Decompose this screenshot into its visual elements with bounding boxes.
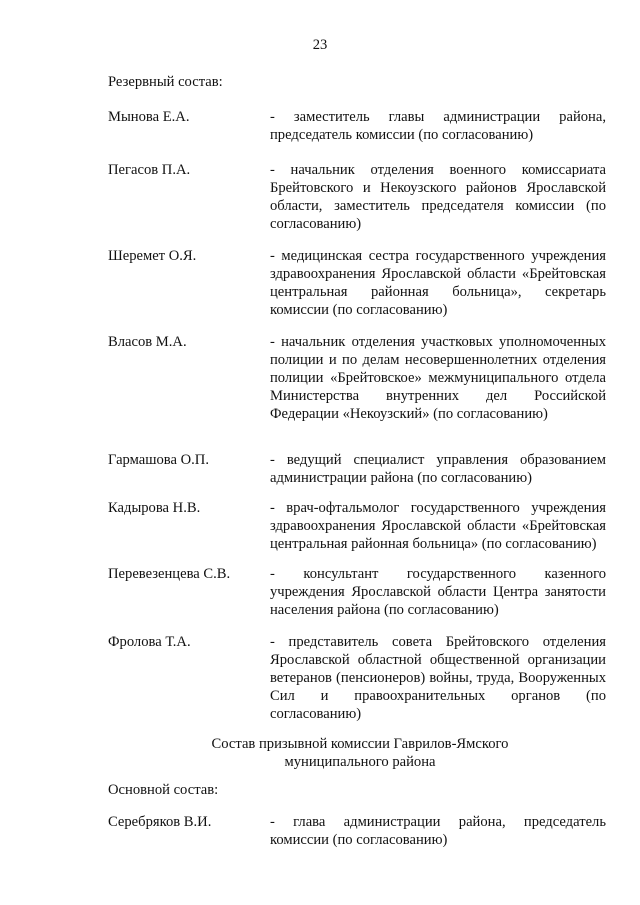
- page-number: 23: [312, 37, 328, 53]
- member-name: Кадырова Н.В.: [108, 500, 201, 516]
- member-name: Мынова Е.А.: [108, 109, 190, 125]
- member-description: - заместитель главы администрации района, председатель комиссии (по согласованию): [270, 109, 606, 143]
- reserve-section-label: Резервный состав:: [108, 74, 223, 90]
- section-heading-line: муниципального района: [284, 754, 436, 770]
- member-description: - врач-офтальмолог государственного учреждения здравоохранения Ярославской области «Брейтовская центральная районная больница» (по согласованию): [270, 500, 606, 552]
- member-name: Власов М.А.: [108, 334, 187, 350]
- member-name: Шеремет О.Я.: [108, 248, 197, 264]
- member-name: Серебряков В.И.: [108, 814, 212, 830]
- main-section-label: Основной состав:: [108, 782, 219, 798]
- member-description: - начальник отделения участковых уполномоченных полиции и по делам несовершеннолетних отделения полиции «Брейтовское» межмуниципального отдела Министерства внутренних дел Российской Федерации «Некоузский» (по согласованию): [270, 334, 606, 422]
- member-description: - представитель совета Брейтовского отделения Ярославской областной общественной организации ветеранов (пенсионеров) войны, труда, Вооруженных Сил и правоохранительных органов (по согласованию): [270, 634, 606, 722]
- member-description: - начальник отделения военного комиссариата Брейтовского и Некоузского районов Ярославской области, заместитель председателя комиссии (по согласованию): [270, 162, 606, 232]
- member-description: - медицинская сестра государственного учреждения здравоохранения Ярославской области «Брейтовская центральная районная больница», секретарь комиссии (по согласованию): [270, 248, 606, 318]
- member-name: Фролова Т.А.: [108, 634, 191, 650]
- section-heading-line: Состав призывной комиссии Гаврилов-Ямского: [211, 736, 509, 752]
- member-name: Пегасов П.А.: [108, 162, 191, 178]
- member-description: - ведущий специалист управления образованием администрации района (по согласованию): [270, 452, 606, 486]
- member-description: - глава администрации района, председатель комиссии (по согласованию): [270, 814, 606, 848]
- member-description: - консультант государственного казенного учреждения Ярославской области Центра занятости населения района (по согласованию): [270, 566, 606, 618]
- commission-section-heading: [150, 735, 570, 771]
- member-name: Перевезенцева С.В.: [108, 566, 231, 582]
- member-name: Гармашова О.П.: [108, 452, 209, 468]
